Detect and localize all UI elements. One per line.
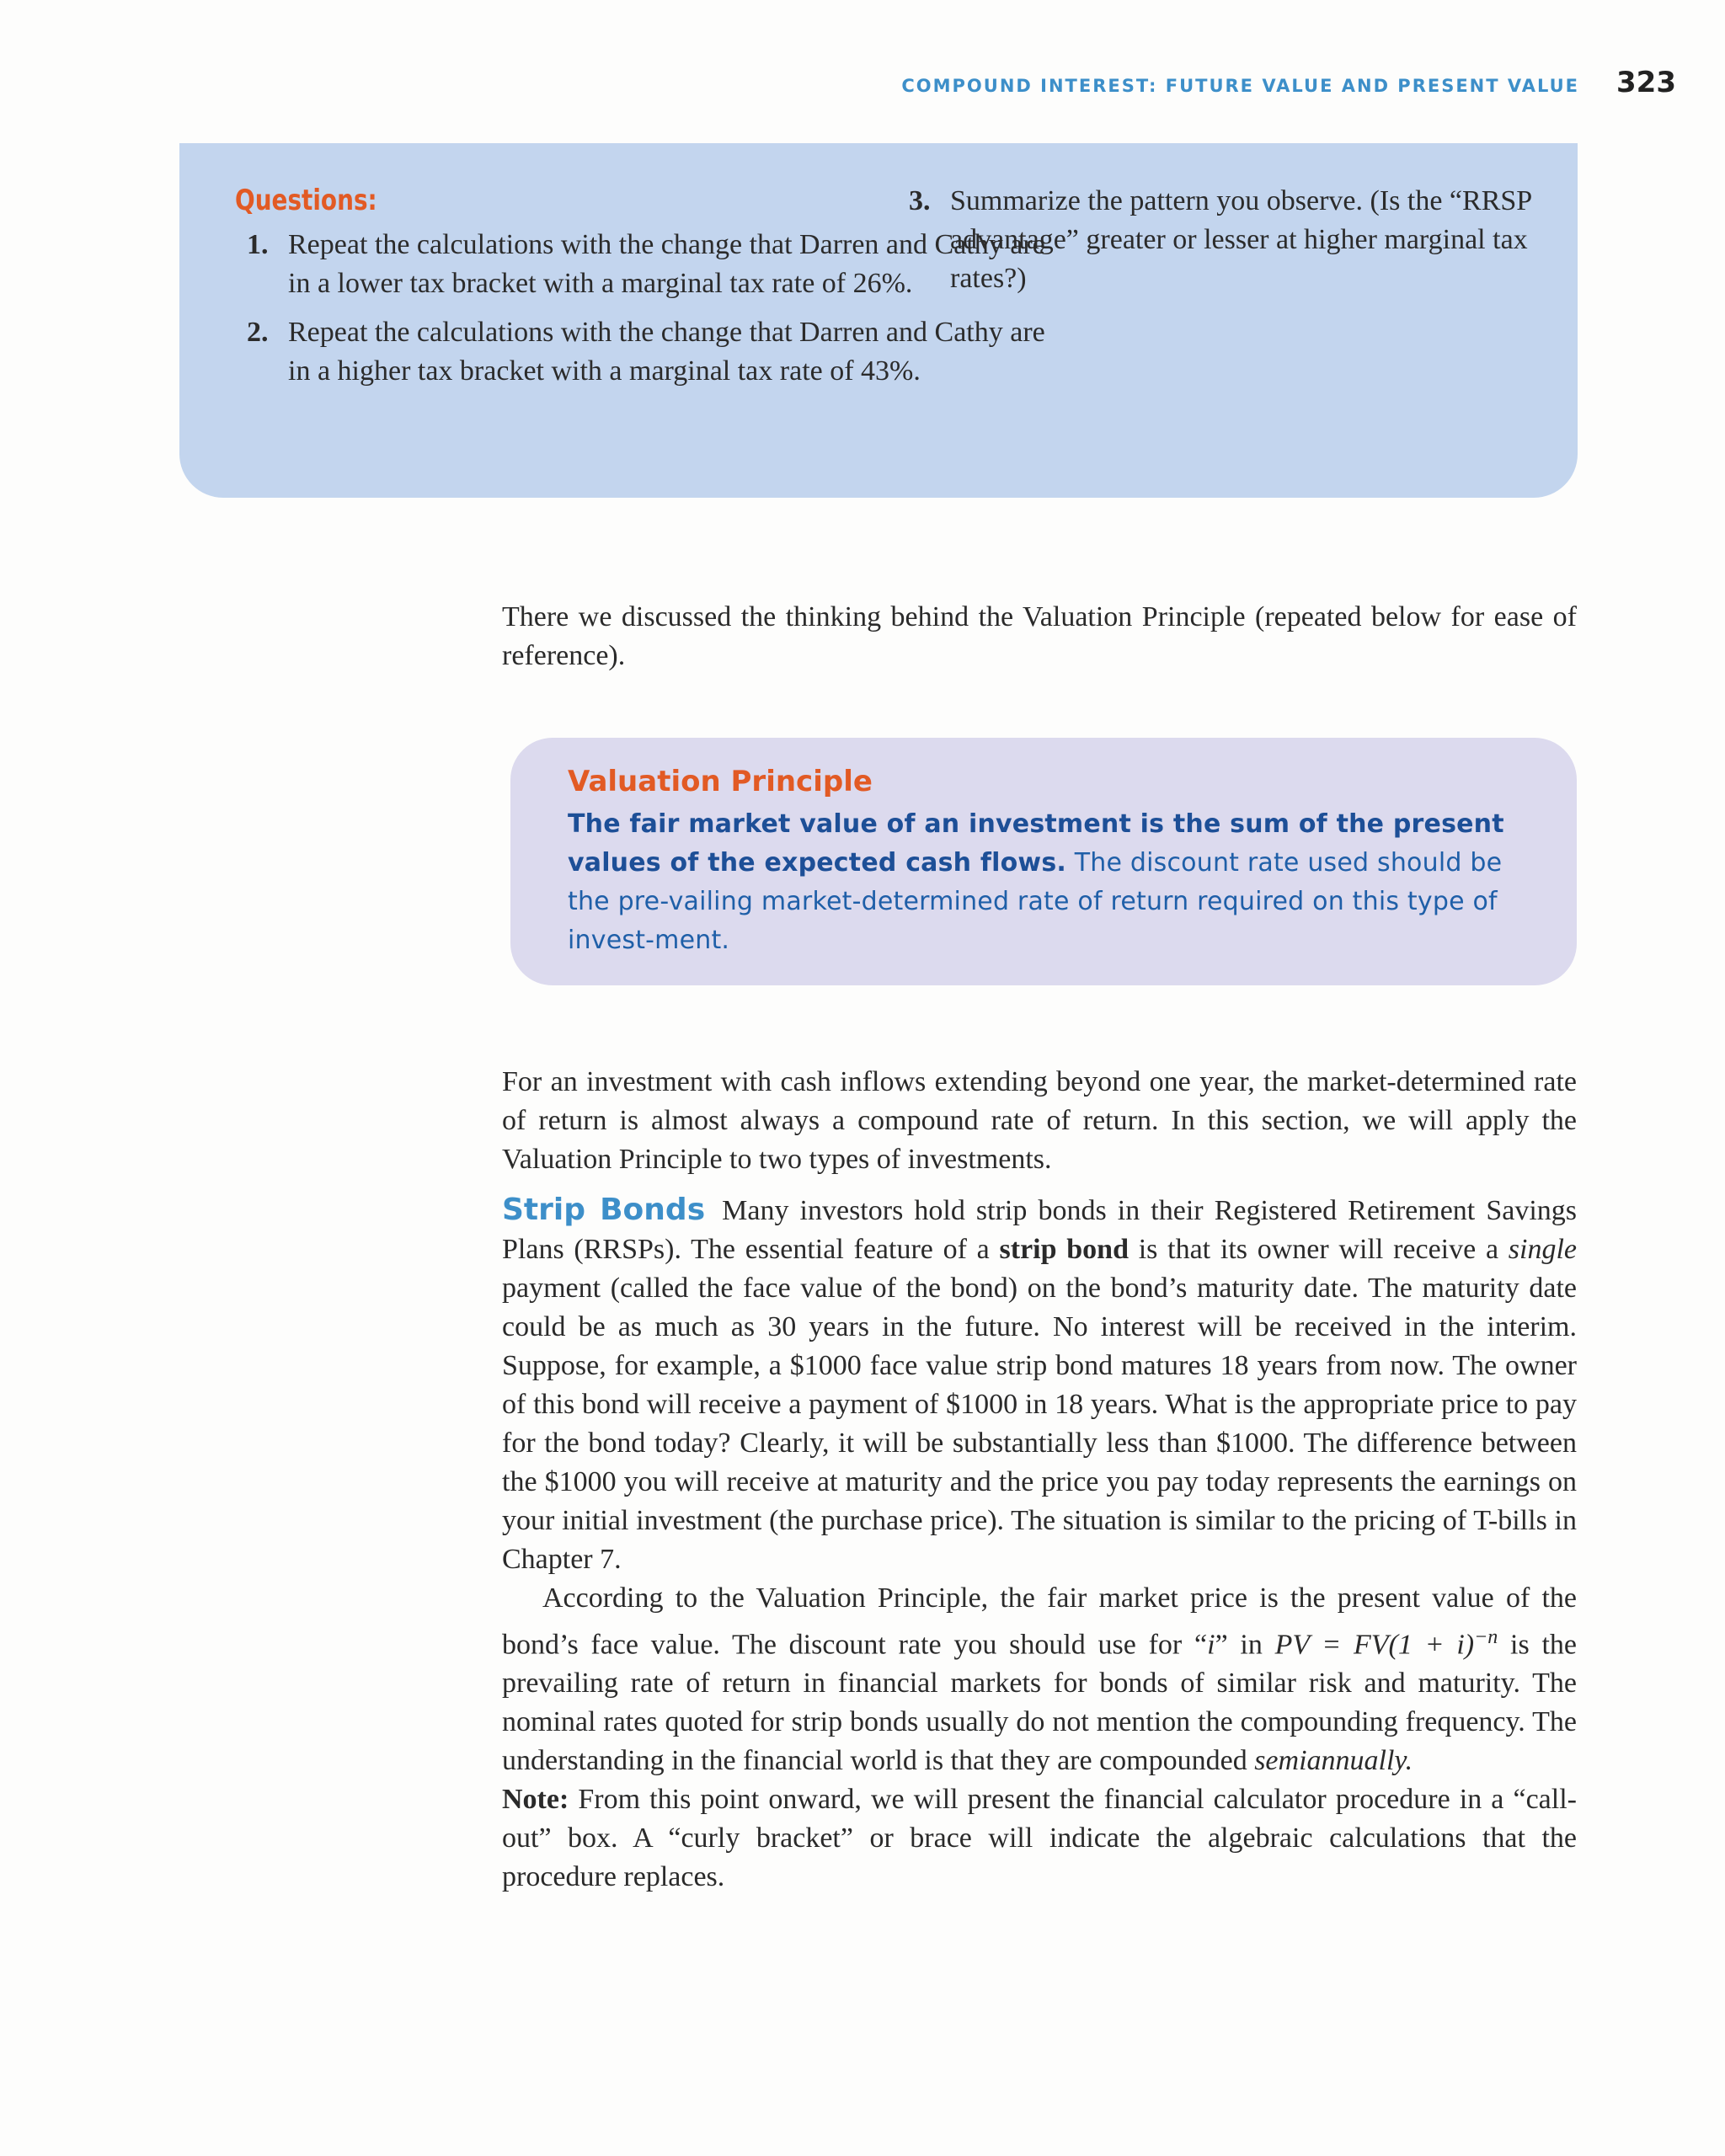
intro-paragraph [502, 598, 1577, 675]
main-body [502, 1063, 1577, 1897]
question-number: 3. [909, 185, 931, 216]
valuation-text: ” in [1215, 1629, 1275, 1661]
running-title: COMPOUND INTEREST: FUTURE VALUE AND PRESENT VALUE [901, 76, 1580, 96]
question-number: 2. [247, 317, 269, 348]
strip-bond-term: strip bond [999, 1234, 1129, 1265]
paragraph-investments: For an investment with cash inflows extending beyond one year, the market-determined rate of return is almost always a compound rate of return. In this section, we will apply the Valuation Principle to two types of investments. [502, 1066, 1577, 1175]
valuation-text: According to the Valuation Principle, the fair market price is the present value of the bond’s face value. The discount rate you should use for “ [502, 1582, 1577, 1661]
valuation-principle-bold: The fair market value of an investment is the sum of the present values of the expected cash flows. [568, 809, 1504, 878]
valuation-text: is the prevailing rate of return in financial markets for bonds of similar risk and maturity. The nominal rates quoted for strip bonds usually do not mention the compounding frequency. The understanding in the financial world is that they are compounded [502, 1629, 1578, 1777]
valuation-principle-box [510, 738, 1577, 985]
question-number: 1. [247, 229, 269, 260]
note-paragraph [502, 1780, 1577, 1897]
strip-bonds-heading: Strip Bonds [502, 1193, 706, 1227]
semiannually-emphasis: semiannually. [1254, 1745, 1413, 1777]
valuation-principle-rest: The discount rate used should be the pre-vailing market-determined rate of return required on this type of invest-ment. [568, 848, 1503, 955]
strip-bonds-text: Many investors hold strip bonds in their Registered Retirement Savings Plans (RRSPs). The essential feature of a [502, 1195, 1577, 1265]
page-number: 323 [1616, 66, 1676, 99]
question-item [247, 313, 1047, 391]
paragraph-strip-bonds [502, 1191, 1577, 1579]
question-item [909, 182, 1549, 298]
formula-exponent: −n [1474, 1626, 1498, 1648]
variable-i: i [1207, 1629, 1215, 1661]
question-text: Summarize the pattern you observe. (Is the “RRSP advantage” greater or lesser at higher marginal tax rates?) [950, 185, 1531, 294]
paragraph-valuation-principle [502, 1579, 1577, 1780]
questions-list-right [909, 182, 1549, 308]
single-emphasis: single [1508, 1234, 1577, 1265]
question-text: Repeat the calculations with the change that Darren and Cathy are in a higher tax bracket with a marginal tax rate of 43%. [288, 317, 1045, 387]
questions-box [179, 143, 1578, 498]
note-text: From this point onward, we will present the financial calculator procedure in a “call-out” box. A “curly bracket” or brace will indicate the algebraic calculations that the procedure replaces. [502, 1784, 1577, 1893]
strip-bonds-text: payment (called the face value of the bond) on the bond’s maturity date. The maturity date could be as much as 30 years in the future. No interest will be received in the interim. Suppose, for example, a $1000 face value strip bond matures 18 years from now. The owner of this bond will receive a payment of $1000 in 18 years. What is the appropriate price to pay for the bond today? Clearly, it will be substantially less than $1000. The difference between the $1000 you will receive at maturity and the price you pay today represents the earnings on your initial investment (the purchase price). The situation is similar to the pricing of T-bills in Chapter 7. [502, 1273, 1577, 1575]
strip-bonds-text: is that its owner will receive a [1128, 1234, 1509, 1265]
valuation-principle-text [568, 805, 1526, 960]
intro-text: There we discussed the thinking behind the Valuation Principle (repeated below for ease of reference). [502, 601, 1577, 671]
note-label: Note: [502, 1784, 569, 1816]
valuation-principle-title: Valuation Principle [568, 765, 873, 798]
questions-heading: Questions: [235, 184, 377, 217]
running-head [842, 66, 1676, 99]
pv-formula: PV = FV(1 + i) [1274, 1629, 1475, 1661]
question-text: Repeat the calculations with the change that Darren and Cathy are in a lower tax bracket with a marginal tax rate of 26%. [288, 229, 1045, 299]
